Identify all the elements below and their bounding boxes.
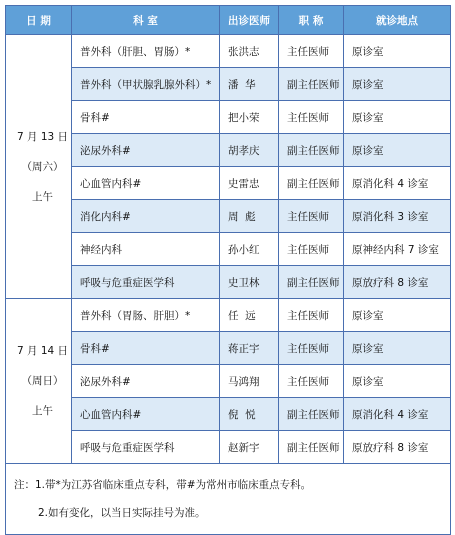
title-cell: 主任医师 bbox=[279, 299, 344, 332]
table-row bbox=[6, 134, 451, 167]
note-2: 2.如有变化，以当日实际挂号为准。 bbox=[38, 507, 206, 519]
table-row bbox=[6, 101, 451, 134]
dept-cell: 呼吸与危重症医学科 bbox=[72, 266, 220, 299]
period-text: 上午 bbox=[32, 405, 53, 417]
dept-cell: 心血管内科# bbox=[72, 167, 220, 200]
table-row bbox=[6, 233, 451, 266]
location-cell: 原诊室 bbox=[344, 299, 451, 332]
header-date: 日 期 bbox=[6, 6, 72, 35]
doctor-cell: 周 彪 bbox=[220, 200, 279, 233]
table-row bbox=[6, 167, 451, 200]
weekday-text: （周日） bbox=[21, 375, 64, 387]
title-cell: 副主任医师 bbox=[279, 266, 344, 299]
doctor-cell: 孙小红 bbox=[220, 233, 279, 266]
dept-cell: 神经内科 bbox=[72, 233, 220, 266]
location-cell: 原消化科 3 诊室 bbox=[344, 200, 451, 233]
doctor-cell: 蒋正宇 bbox=[220, 332, 279, 365]
date-text: 7 月 13 日 bbox=[16, 130, 69, 143]
title-cell: 主任医师 bbox=[279, 35, 344, 68]
location-cell: 原放疗科 8 诊室 bbox=[344, 266, 451, 299]
date-cell bbox=[6, 299, 72, 464]
header-row bbox=[6, 6, 451, 35]
table-row bbox=[6, 431, 451, 464]
doctor-cell: 胡孝庆 bbox=[220, 134, 279, 167]
location-cell: 原诊室 bbox=[344, 134, 451, 167]
table-row bbox=[6, 200, 451, 233]
location-cell: 原诊室 bbox=[344, 35, 451, 68]
table-row bbox=[6, 35, 451, 68]
title-cell: 主任医师 bbox=[279, 233, 344, 266]
table-row bbox=[6, 299, 451, 332]
location-cell: 原放疗科 8 诊室 bbox=[344, 431, 451, 464]
title-cell: 主任医师 bbox=[279, 365, 344, 398]
table-row bbox=[6, 266, 451, 299]
doctor-cell: 张洪志 bbox=[220, 35, 279, 68]
notes-row bbox=[6, 464, 451, 535]
doctor-cell: 倪 悦 bbox=[220, 398, 279, 431]
weekday-text: （周六） bbox=[21, 160, 64, 173]
table-row bbox=[6, 332, 451, 365]
location-cell: 原诊室 bbox=[344, 365, 451, 398]
location-cell: 原神经内科 7 诊室 bbox=[344, 233, 451, 266]
title-cell: 副主任医师 bbox=[279, 68, 344, 101]
location-cell: 原消化科 4 诊室 bbox=[344, 167, 451, 200]
doctor-cell: 任 远 bbox=[220, 299, 279, 332]
title-cell: 主任医师 bbox=[279, 200, 344, 233]
schedule-table bbox=[5, 5, 451, 535]
dept-cell: 泌尿外科# bbox=[72, 365, 220, 398]
dept-cell: 骨科# bbox=[72, 332, 220, 365]
header-dept: 科 室 bbox=[72, 6, 220, 35]
dept-cell: 呼吸与危重症医学科 bbox=[72, 431, 220, 464]
title-cell: 主任医师 bbox=[279, 101, 344, 134]
header-doctor: 出诊医师 bbox=[220, 6, 279, 35]
location-cell: 原诊室 bbox=[344, 332, 451, 365]
dept-cell: 心血管内科# bbox=[72, 398, 220, 431]
doctor-cell: 把小荣 bbox=[220, 101, 279, 134]
period-text: 上午 bbox=[32, 190, 53, 203]
dept-cell: 普外科（胃肠、肝胆）* bbox=[72, 299, 220, 332]
table-row bbox=[6, 68, 451, 101]
header-title: 职 称 bbox=[279, 6, 344, 35]
title-cell: 副主任医师 bbox=[279, 398, 344, 431]
dept-cell: 骨科# bbox=[72, 101, 220, 134]
location-cell: 原消化科 4 诊室 bbox=[344, 398, 451, 431]
note-1: 注：1.带*为江苏省临床重点专科，带#为常州市临床重点专科。 bbox=[14, 479, 312, 491]
location-cell: 原诊室 bbox=[344, 101, 451, 134]
table-row bbox=[6, 398, 451, 431]
dept-cell: 普外科（甲状腺乳腺外科）* bbox=[72, 68, 220, 101]
dept-cell: 泌尿外科# bbox=[72, 134, 220, 167]
notes-cell bbox=[6, 464, 451, 535]
doctor-cell: 马鸿翔 bbox=[220, 365, 279, 398]
title-cell: 副主任医师 bbox=[279, 167, 344, 200]
header-location: 就诊地点 bbox=[344, 6, 451, 35]
title-cell: 副主任医师 bbox=[279, 134, 344, 167]
doctor-cell: 史卫林 bbox=[220, 266, 279, 299]
location-cell: 原诊室 bbox=[344, 68, 451, 101]
table-row bbox=[6, 365, 451, 398]
title-cell: 副主任医师 bbox=[279, 431, 344, 464]
schedule-body bbox=[6, 35, 451, 464]
doctor-cell: 赵新宇 bbox=[220, 431, 279, 464]
date-text: 7 月 14 日 bbox=[16, 345, 69, 357]
doctor-cell: 史雷忠 bbox=[220, 167, 279, 200]
title-cell: 主任医师 bbox=[279, 332, 344, 365]
date-cell bbox=[6, 35, 72, 299]
dept-cell: 普外科（肝胆、胃肠）* bbox=[72, 35, 220, 68]
doctor-cell: 潘 华 bbox=[220, 68, 279, 101]
dept-cell: 消化内科# bbox=[72, 200, 220, 233]
